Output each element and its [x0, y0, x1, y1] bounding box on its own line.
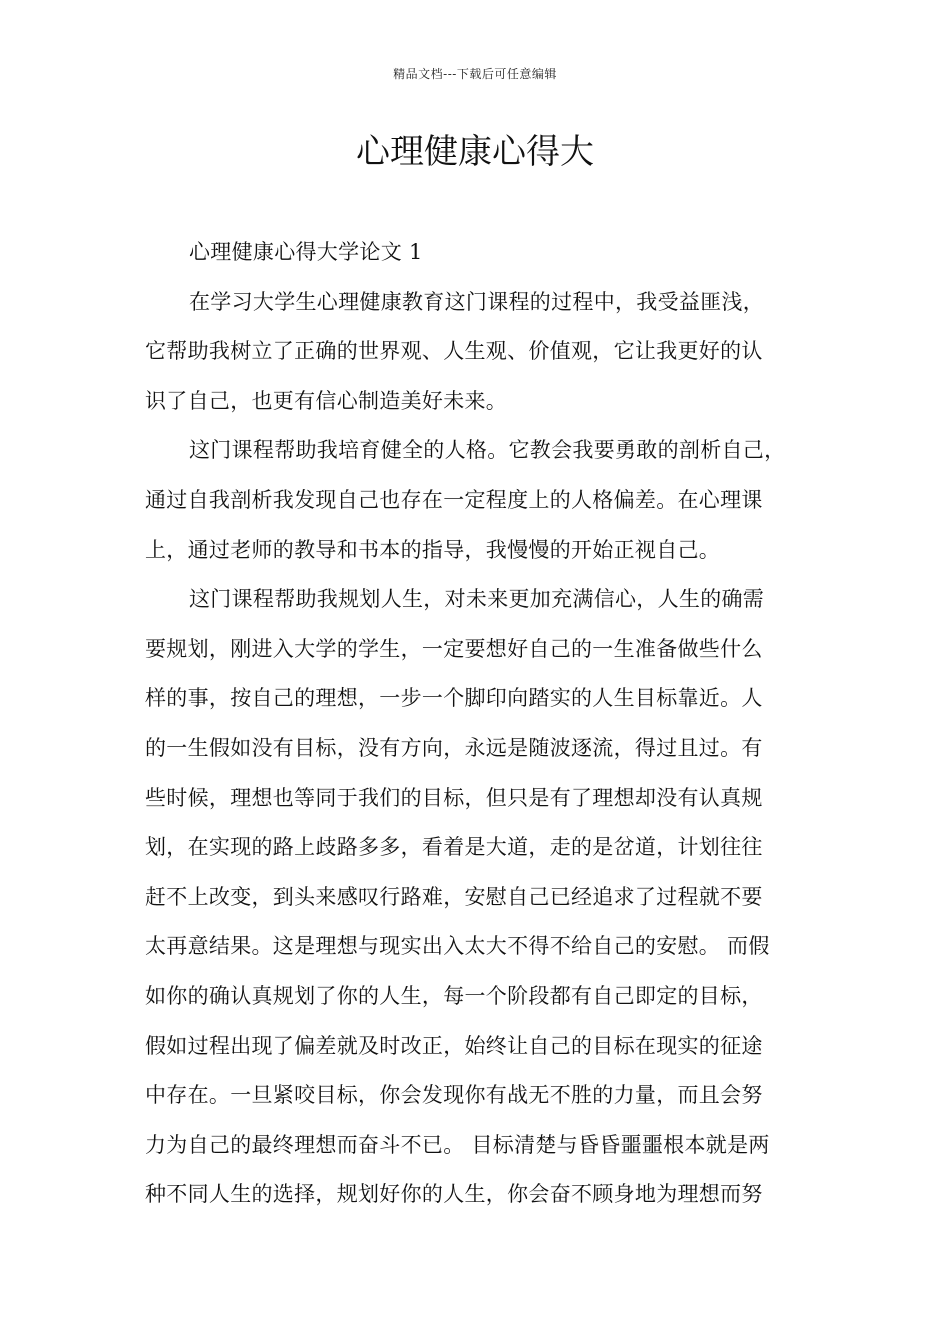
paragraph-line: 种不同人生的选择，规划好你的人生，你会奋不顾身地为理想而努 — [145, 1182, 763, 1207]
paragraph-line: 假如过程出现了偏差就及时改正，始终让自己的目标在现实的征途 — [145, 1033, 763, 1058]
paragraph-line: 样的事，按自己的理想，一步一个脚印向踏实的人生目标靠近。人 — [145, 686, 763, 711]
paragraph-line: 些时候，理想也等同于我们的目标，但只是有了理想却没有认真规 — [145, 785, 763, 810]
header-note: 精品文档---下载后可任意编辑 — [393, 67, 557, 81]
paragraph-line: 要规划，刚进入大学的学生，一定要想好自己的一生准备做些什么 — [145, 636, 763, 661]
paragraph-line: 这门课程帮助我规划人生，对未来更加充满信心，人生的确需 — [189, 587, 765, 612]
paragraph-line: 的一生假如没有目标，没有方向，永远是随波逐流，得过且过。有 — [145, 735, 763, 760]
paragraph-line: 赶不上改变，到头来感叹行路难，安慰自己已经追求了过程就不要 — [145, 884, 763, 909]
section-heading: 心理健康心得大学论文 1 — [189, 240, 423, 264]
document-title: 心理健康心得大 — [356, 132, 594, 172]
paragraph-line: 如你的确认真规划了你的人生，每一个阶段都有自己即定的目标， — [145, 983, 763, 1008]
paragraph-line: 在学习大学生心理健康教育这门课程的过程中，我受益匪浅， — [189, 289, 765, 314]
paragraph-line: 上，通过老师的教导和书本的指导，我慢慢的开始正视自己。 — [145, 537, 721, 562]
document-body — [145, 228, 810, 1220]
paragraph-line: 划，在实现的路上歧路多多，看着是大道，走的是岔道，计划往往 — [145, 835, 763, 860]
paragraph-line: 识了自己，也更有信心制造美好未来。 — [145, 388, 508, 413]
paragraph-line: 这门课程帮助我培育健全的人格。它教会我要勇敢的剖析自己， — [189, 438, 786, 463]
paragraph-line: 通过自我剖析我发现自己也存在一定程度上的人格偏差。在心理课 — [145, 487, 763, 512]
paragraph-line: 力为自己的最终理想而奋斗不已。 目标清楚与昏昏噩噩根本就是两 — [145, 1132, 770, 1157]
paragraph-line: 太再意结果。这是理想与现实出入太大不得不给自己的安慰。 而假 — [145, 934, 770, 959]
paragraph-line: 中存在。一旦紧咬目标，你会发现你有战无不胜的力量，而且会努 — [145, 1083, 763, 1108]
paragraph-line: 它帮助我树立了正确的世界观、人生观、价值观，它让我更好的认 — [145, 339, 763, 364]
